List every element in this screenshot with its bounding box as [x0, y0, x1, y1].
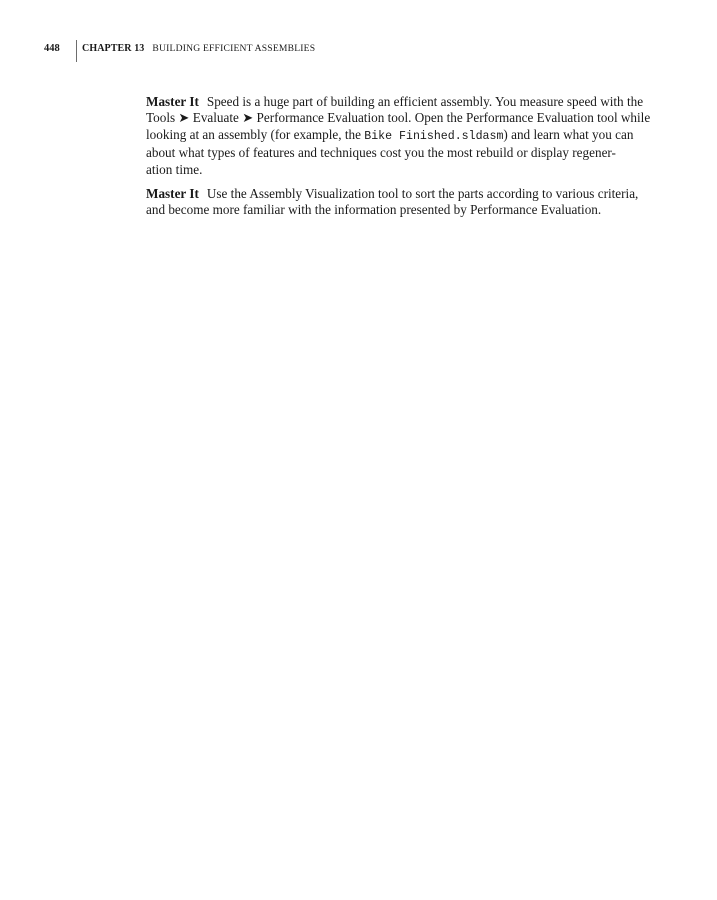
text-run: Use the Assembly Visualization tool to sort the parts according to various criteria,	[206, 186, 639, 202]
chapter-label: CHAPTER 13	[82, 43, 145, 54]
paragraph-lead: Master It	[146, 186, 199, 202]
text-run: Speed is a huge part of building an efficient assembly. You measure speed with the	[206, 94, 644, 109]
text-line	[146, 127, 658, 145]
text-line: Tools ➤ Evaluate ➤ Performance Evaluation tool. Open the Performance Evaluation tool while	[146, 110, 651, 126]
text-run: ) and learn what you can	[503, 126, 634, 142]
text-line	[146, 94, 658, 110]
text-run: looking at an assembly (for example, the	[146, 126, 365, 142]
paragraph-master-it-2	[146, 186, 658, 219]
file-name-code: Bike Finished.sldasm	[364, 129, 504, 143]
text-line: about what types of features and techniques cost you the most rebuild or display regener-	[146, 145, 616, 161]
text-line: ation time.	[146, 161, 203, 177]
text-line: and become more familiar with the information presented by Performance Evaluation.	[146, 202, 602, 218]
text-line	[146, 186, 658, 202]
header-divider	[76, 40, 77, 62]
body-text	[146, 94, 658, 227]
paragraph-lead: Master It	[146, 94, 199, 109]
chapter-title: BUILDING EFFICIENT ASSEMBLIES	[152, 43, 316, 54]
paragraph-master-it-1	[146, 94, 658, 178]
page-number: 448	[44, 43, 60, 54]
running-header	[44, 40, 315, 64]
